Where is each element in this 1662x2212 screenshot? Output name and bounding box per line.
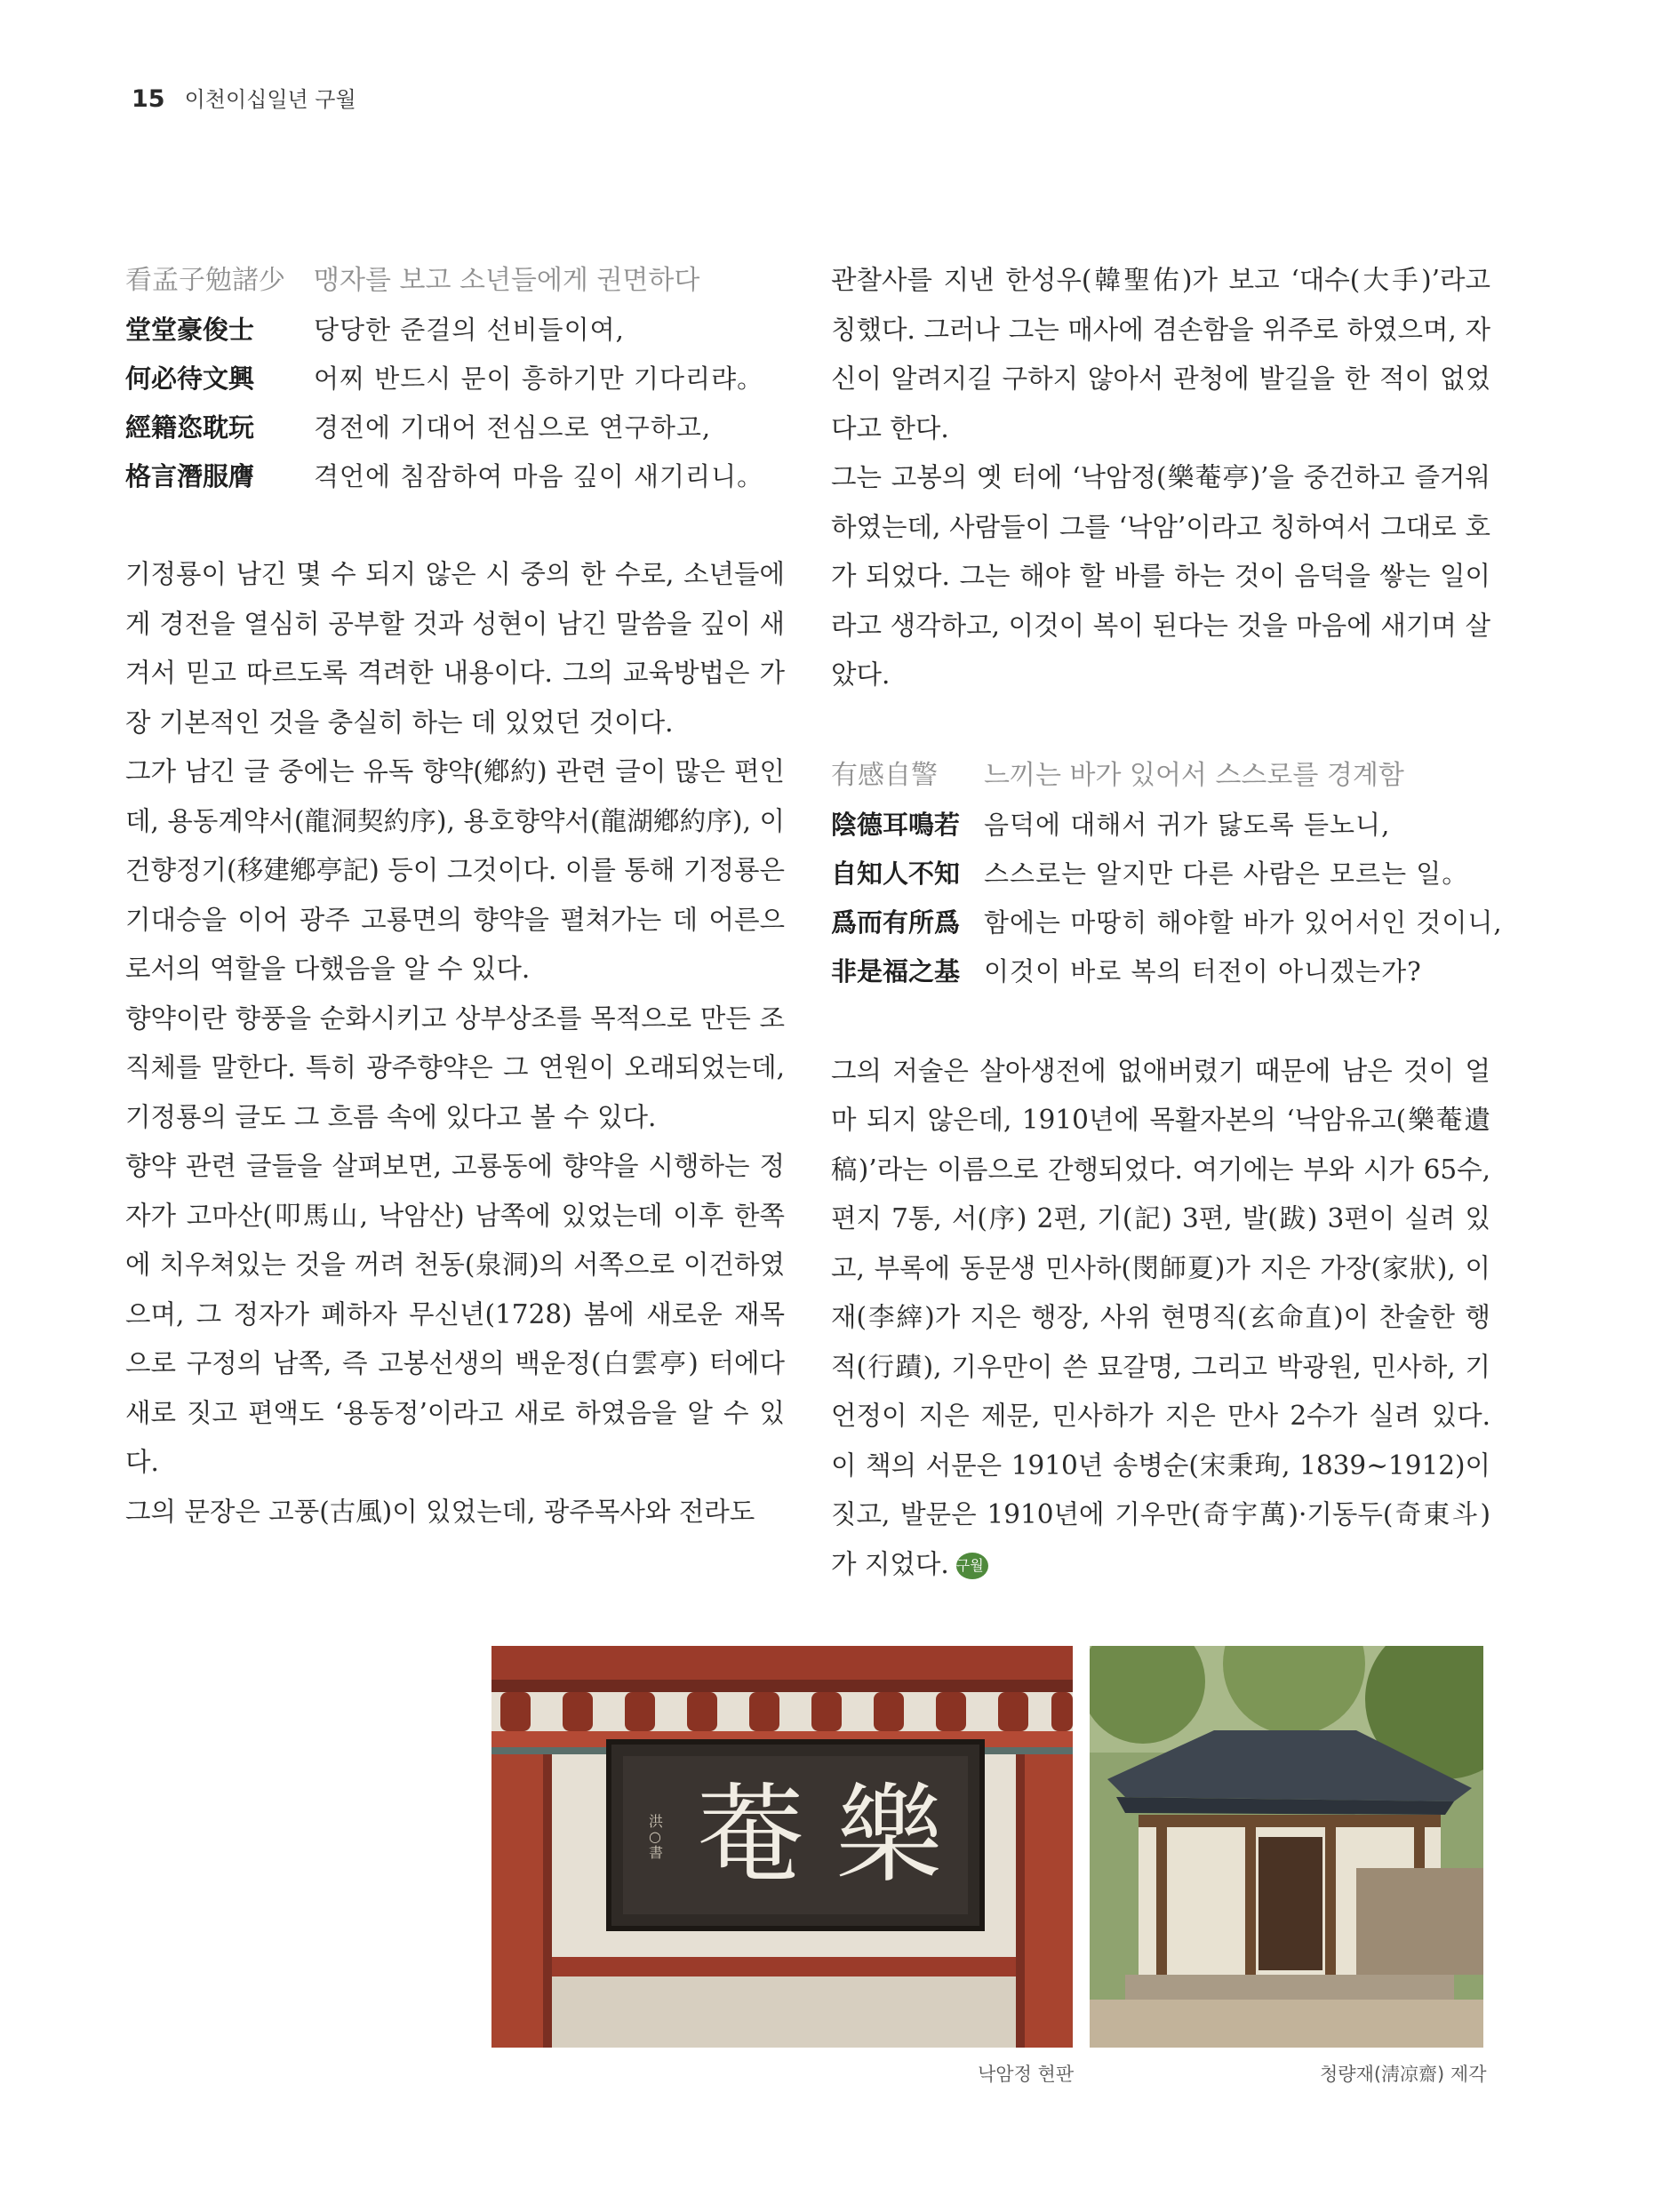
poem-line (831, 898, 1503, 947)
poem-title-hanja: 看孟子勉諸少 (125, 265, 285, 296)
body-paragraph: 그의 문장은 고풍(古風)이 있었는데, 광주목사와 전라도 (125, 1496, 755, 1527)
photo-nakamjeong-signboard (491, 1646, 1073, 2048)
poem-line-hanja: 自知人不知 (831, 858, 961, 889)
shrine-illustration (1090, 1646, 1483, 2048)
poem-line (125, 306, 785, 355)
poem-line (831, 947, 1490, 996)
body-paragraph: 그가 남긴 글 중에는 유독 향약(鄕約) 관련 글이 많은 편인데, 용동계약서(龍洞契約序), 용호향약서(龍湖鄕約序), 이건향정기(移建鄕亭記) 등이 그것이다. 이를 통해 기정룡은 기대승을 이어 광주 고룡면의 향약을 펼쳐가는 데 어른으로서의 역할을 다했음을 알 수 있다. (125, 756, 785, 984)
poem-line-korean: 경전에 기대어 전심으로 연구하고, (314, 412, 712, 443)
signboard-text (625, 1760, 963, 1913)
left-column (125, 256, 785, 1537)
poem-line-korean: 스스로는 알지만 다른 사람은 모르는 일。 (984, 858, 1469, 889)
body-paragraph: 향약이란 향풍을 순화시키고 상부상조를 목적으로 만든 조직체를 말한다. 특히 광주향약은 그 연원이 오래되었는데, 기정룡의 글도 그 흐름 속에 있다고 볼 수 있다. (125, 1002, 785, 1132)
end-mark-icon: 구월 (956, 1553, 988, 1579)
poem-line-hanja: 經籍恣耽玩 (125, 412, 255, 443)
poem-line-korean: 음덕에 대해서 귀가 닳도록 듣노니, (984, 809, 1391, 840)
poem-title (125, 256, 785, 306)
poem-line-korean: 어찌 반드시 문이 흥하기만 기다리랴。 (314, 363, 764, 394)
poem-line (831, 850, 1490, 898)
signboard-char-2: 菴 (697, 1774, 804, 1897)
body-paragraph: 그는 고봉의 옛 터에 ‘낙암정(樂菴亭)’을 중건하고 즐거워하였는데, 사람들이 그를 ‘낙암’이라고 칭하여서 그대로 호가 되었다. 그는 해야 할 바를 하는 것이 음덕을 쌓는 일이라고 생각하고, 이것이 복이 된다는 것을 마음에 새기며 살았다. (831, 462, 1490, 690)
poem-line-hanja: 陰德耳鳴若 (831, 809, 961, 840)
poem-line-korean: 이것이 바로 복의 터전이 아니겠는가? (984, 955, 1422, 986)
photo-caption: 낙암정 현판 (978, 2064, 1075, 2085)
poem-line-korean: 함에는 마땅히 해야할 바가 있어서인 것이니, (984, 906, 1503, 938)
poem-title-korean: 맹자를 보고 소년들에게 권면하다 (314, 265, 700, 296)
signboard-side-text: 洪○書 (646, 1813, 664, 1859)
poem-line (125, 355, 785, 403)
poem-title-korean: 느끼는 바가 있어서 스스로를 경계함 (984, 759, 1404, 791)
poem-line-korean: 격언에 침잠하여 마음 깊이 새기리니。 (314, 461, 764, 491)
poem-yugamjagyeong (831, 751, 1503, 996)
poem-line-hanja: 堂堂豪俊士 (125, 315, 255, 345)
poem-line-hanja: 非是福之基 (831, 955, 961, 986)
body-paragraph: 관찰사를 지낸 한성우(韓聖佑)가 보고 ‘대수(大手)’라고 칭했다. 그러나 그는 매사에 겸손함을 위주로 하였으며, 자신이 알려지길 구하지 않아서 관청에 발길을 한 적이 없었다고 한다. (831, 265, 1490, 443)
body-paragraph: 향약 관련 글들을 살펴보면, 고룡동에 향약을 시행하는 정자가 고마산(叩馬山, 낙암산) 남쪽에 있었는데 이후 한쪽에 치우쳐있는 것을 꺼려 천동(泉洞)의 서쪽으로 이건하였으며, 그 정자가 폐하자 무신년(1728) 봄에 새로운 재목으로 구정의 남쪽, 즉 고봉선생의 백운정(白雲亭) 터에다 새로 짓고 편액도 ‘용동정’이라고 새로 하였음을 알 수 있다. (125, 1151, 785, 1477)
body-paragraph (831, 1047, 1490, 1590)
poem-line (831, 801, 1490, 850)
photo-caption: 청량재(淸凉齋) 제각 (1320, 2064, 1487, 2085)
poem-line (125, 403, 785, 452)
page-header (132, 82, 356, 117)
poem-line-korean: 당당한 준걸의 선비들이여, (314, 315, 625, 345)
poem-line-hanja: 何必待文興 (125, 363, 255, 394)
poem-kanmaengja (125, 256, 785, 501)
poem-line-hanja: 格言潛服膺 (125, 461, 255, 491)
poem-title (831, 751, 1490, 801)
page-number: 15 (132, 85, 165, 113)
poem-line-hanja: 爲而有所爲 (831, 906, 961, 938)
signboard-char-1: 樂 (835, 1774, 943, 1897)
photo-cheongnyangjae-shrine (1090, 1646, 1483, 2048)
body-paragraph: 기정룡이 남긴 몇 수 되지 않은 시 중의 한 수로, 소년들에게 경전을 열심히 공부할 것과 성현이 남긴 말씀을 깊이 새겨서 믿고 따르도록 격려한 내용이다. 그의 교육방법은 가장 기본적인 것을 충실히 하는 데 있었던 것이다. (125, 559, 785, 738)
right-column (831, 256, 1503, 1589)
poem-line (125, 452, 785, 501)
poem-title-hanja: 有感自警 (831, 759, 938, 791)
body-paragraph-text: 그의 저술은 살아생전에 없애버렸기 때문에 남은 것이 얼마 되지 않은데, 1910년에 목활자본의 ‘낙암유고(樂菴遺稿)’라는 이름으로 간행되었다. 여기에는 부와 시가 65수, 편지 7통, 서(序) 2편, 기(記) 3편, 발(跋) 3편이 실려 있고, 부록에 동문생 민사하(閔師夏)가 지은 가장(家狀), 이재(李縡)가 지은 행장, 사위 현명직(玄命直)이 찬술한 행적(行蹟), 기우만이 쓴 묘갈명, 그리고 박광원, 민사하, 기언정이 지은 제문, 민사하가 지은 만사 2수가 실려 있다. 이 책의 서문은 1910년 송병순(宋秉珣, 1839~1912)이 짓고, 발문은 1910년에 기우만(奇宇萬)·기동두(奇東斗)가 지었다. (831, 1055, 1490, 1579)
running-title: 이천이십일년 구월 (184, 87, 356, 112)
